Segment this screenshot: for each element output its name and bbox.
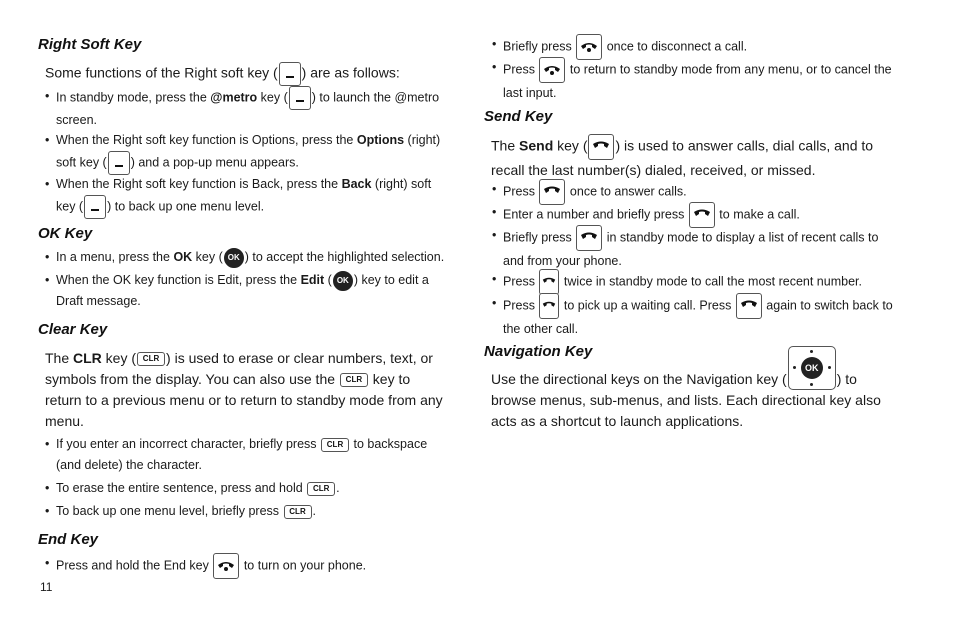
- soft-key-icon: [289, 86, 311, 110]
- send-key-icon: [736, 293, 762, 319]
- heading-right-soft-key: Right Soft Key: [38, 36, 142, 53]
- ok-key-icon: OK: [801, 357, 823, 379]
- send-key-icon: [539, 293, 559, 319]
- ok-key-bullet-2: • When the OK key function is Edit, press the Edit ( OK ) key to edit a Draft message.: [56, 270, 429, 312]
- right-soft-key-intro: Some functions of the Right soft key ( ) are as follows:: [45, 62, 400, 86]
- ok-key-icon: OK: [333, 271, 353, 291]
- ok-key-icon: OK: [224, 248, 244, 268]
- clr-key-icon: CLR: [284, 505, 312, 519]
- page-number: 11: [40, 580, 53, 594]
- send-key-paragraph: The Send key ( ) is used to answer calls, dial calls, and to recall the last number(s) dialed, received, or missed.: [491, 134, 873, 181]
- soft-key-icon: [108, 151, 130, 175]
- send-key-icon: [539, 269, 559, 295]
- heading-end-key: End Key: [38, 531, 99, 548]
- heading-clear-key: Clear Key: [38, 321, 108, 338]
- end-key-bullet-1: • Press and hold the End key to turn on your phone.: [56, 553, 366, 579]
- heading-ok-key: OK Key: [38, 225, 93, 242]
- clear-key-bullet-3: • To back up one menu level, briefly press CLR .: [45, 504, 316, 518]
- clr-key-icon: CLR: [340, 373, 368, 387]
- heading-navigation-key: Navigation Key: [484, 343, 593, 360]
- send-key-icon: [576, 225, 602, 251]
- send-key-bullet-1: • Press once to answer calls.: [503, 179, 687, 205]
- ok-key-bullet-1: • In a menu, press the OK key ( OK ) to accept the highlighted selection.: [56, 247, 444, 268]
- navigation-key-paragraph: Use the directional keys on the Navigation key ( OK ) to browse menus, sub-menus, and lists. Each directional key also acts as a shortcut to launch applications.: [491, 369, 881, 432]
- send-key-icon: [588, 134, 614, 160]
- navigation-key-icon: [788, 346, 836, 390]
- end-key-bullet-2: • Briefly press once to disconnect a call.: [503, 34, 747, 60]
- clr-key-icon: CLR: [307, 482, 335, 496]
- right-soft-key-bullet-1: • In standby mode, press the @metro key ( ) to launch the @metro screen.: [56, 86, 439, 131]
- send-key-bullet-5: • Press to pick up a waiting call. Press again to switch back to the other call.: [503, 293, 893, 340]
- send-key-bullet-4: • Press twice in standby mode to call the most recent number.: [503, 269, 862, 295]
- clear-key-bullet-1: • If you enter an incorrect character, briefly press CLR to backspace (and delete) the character.: [45, 437, 428, 472]
- right-soft-key-bullet-3: • When the Right soft key function is Back, press the Back (right) soft key ( ) to back up one menu level.: [56, 174, 431, 219]
- clear-key-paragraph: The CLR key ( CLR ) is used to erase or clear numbers, text, or symbols from the display. You can also use the CLR key to return to a previous menu or to return to standby mode from any menu.: [45, 350, 443, 429]
- send-key-bullet-3: • Briefly press in standby mode to display a list of recent calls to and from your phone.: [503, 225, 878, 272]
- right-soft-key-bullet-2: • When the Right soft key function is Options, press the Options (right) soft key ( ) and a pop-up menu appears.: [56, 130, 440, 175]
- heading-send-key: Send Key: [484, 108, 553, 125]
- clr-key-icon: CLR: [137, 352, 165, 366]
- end-key-icon: [539, 57, 565, 83]
- end-key-icon: [213, 553, 239, 579]
- clear-key-bullet-2: • To erase the entire sentence, press and hold CLR .: [45, 481, 340, 495]
- soft-key-icon: [84, 195, 106, 219]
- send-key-bullet-2: • Enter a number and briefly press to make a call.: [503, 202, 800, 228]
- end-key-bullet-3: • Press to return to standby mode from any menu, or to cancel the last input.: [503, 57, 892, 104]
- soft-key-icon: [279, 62, 301, 86]
- clr-key-icon: CLR: [321, 438, 349, 452]
